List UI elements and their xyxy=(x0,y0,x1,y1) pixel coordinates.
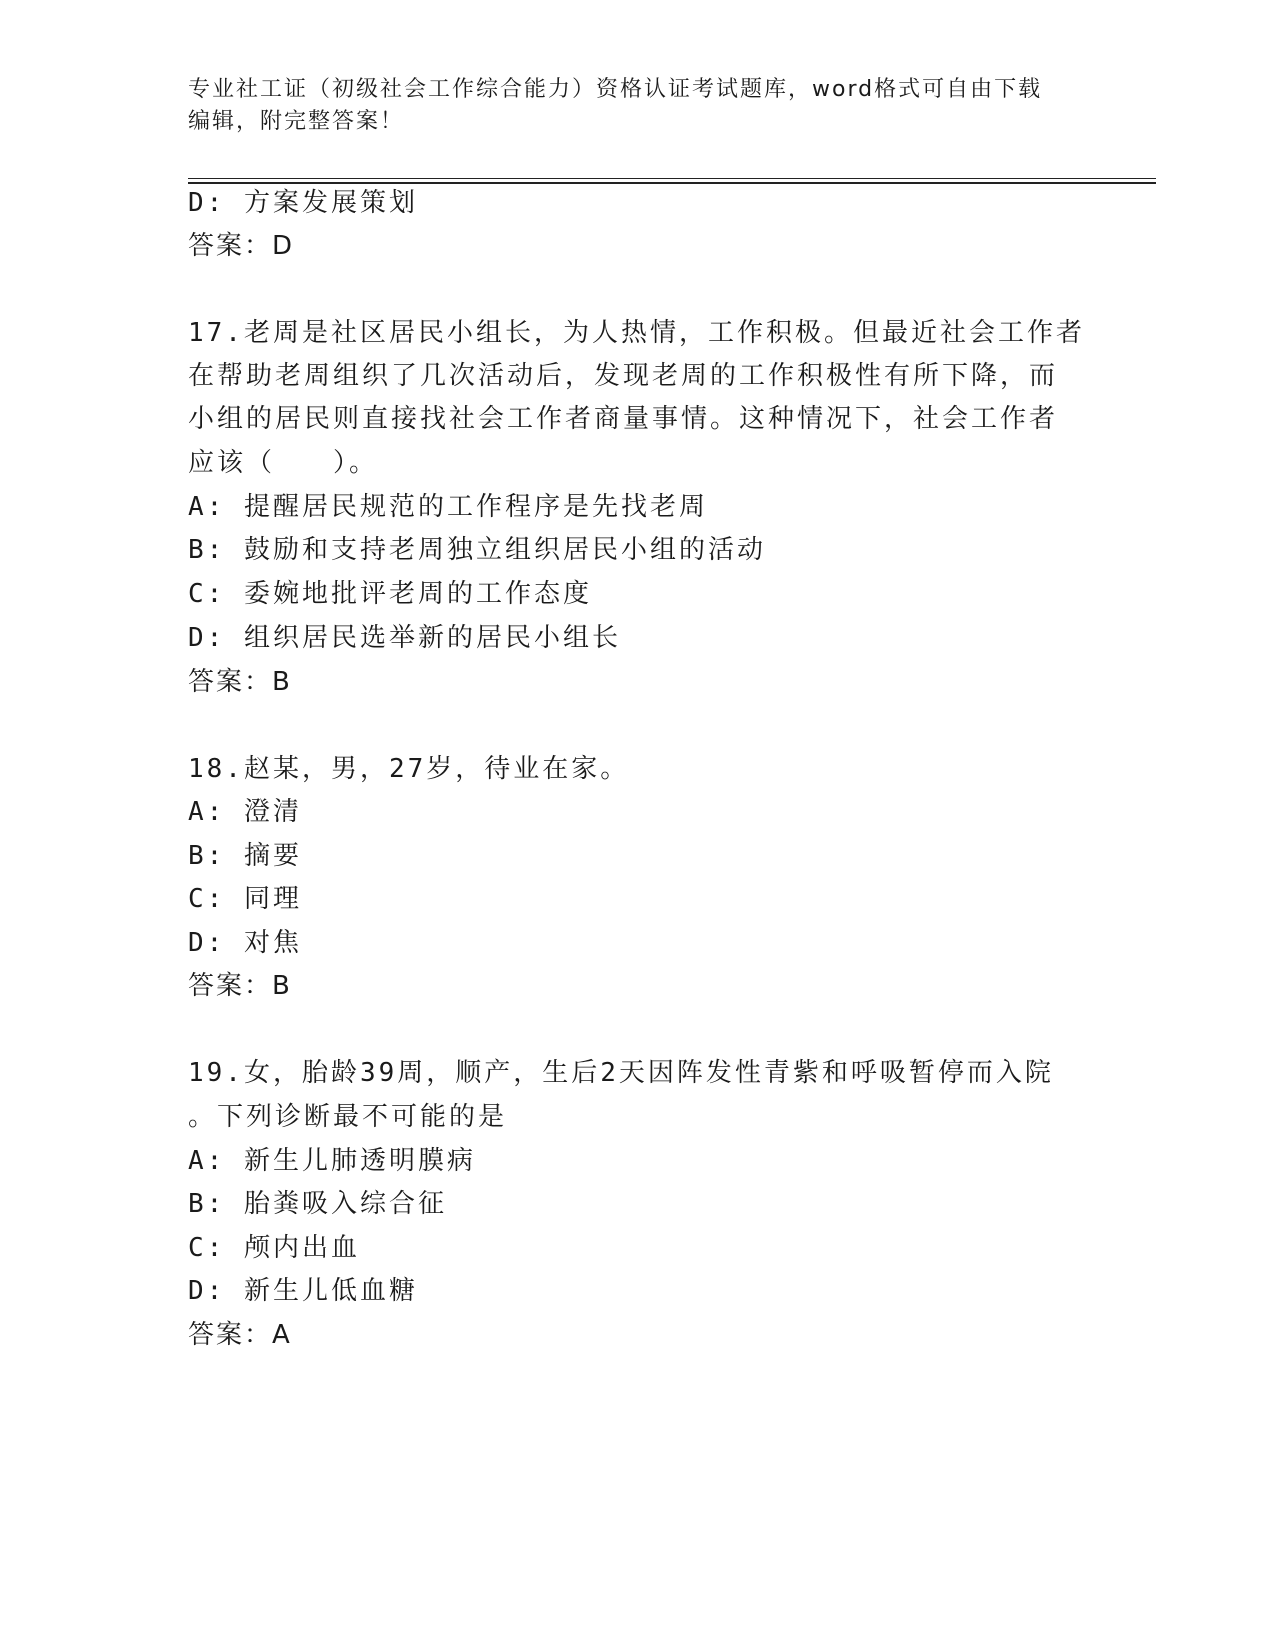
option-c: C: 委婉地批评老周的工作态度 xyxy=(188,579,592,609)
answer: 答案：A xyxy=(188,1320,292,1350)
option-b: B: 胎粪吸入综合征 xyxy=(188,1189,447,1219)
answer: 答案：B xyxy=(188,971,292,1001)
document-header xyxy=(188,74,1088,138)
option-b: B: 摘要 xyxy=(188,841,302,871)
question-text-line: 18.赵某，男，27岁，待业在家。 xyxy=(188,754,630,784)
option-a: A: 提醒居民规范的工作程序是先找老周 xyxy=(188,492,708,522)
header-line-2: 编辑，附完整答案！ xyxy=(188,109,405,134)
question-text-line: 在帮助老周组织了几次活动后，发现老周的工作积极性有所下降，而 xyxy=(188,361,1059,391)
option-a: A: 新生儿肺透明膜病 xyxy=(188,1146,476,1176)
option-c: C: 颅内出血 xyxy=(188,1233,360,1263)
question-text-line: 19.女，胎龄39周，顺产，生后2天因阵发性青紫和呼吸暂停而入院 xyxy=(188,1058,1054,1088)
option-c: C: 同理 xyxy=(188,884,302,914)
question-text-line: 17.老周是社区居民小组长，为人热情，工作积极。但最近社会工作者 xyxy=(188,318,1085,348)
prev-option-d: D: 方案发展策划 xyxy=(188,188,418,218)
option-a: A: 澄清 xyxy=(188,797,302,827)
option-d: D: 组织居民选举新的居民小组长 xyxy=(188,623,621,653)
header-line-1: 专业社工证（初级社会工作综合能力）资格认证考试题库，word格式可自由下载 xyxy=(188,77,1043,102)
prev-answer: 答案：D xyxy=(188,231,295,261)
question-text-line: 。下列诊断最不可能的是 xyxy=(188,1102,508,1132)
question-text-line: 小组的居民则直接找社会工作者商量事情。这种情况下，社会工作者 xyxy=(188,404,1059,434)
question-text-line: 应该（ ）。 xyxy=(188,448,379,478)
answer: 答案：B xyxy=(188,667,292,697)
header-divider-thin xyxy=(188,178,1156,179)
option-b: B: 鼓励和支持老周独立组织居民小组的活动 xyxy=(188,535,766,565)
option-d: D: 新生儿低血糖 xyxy=(188,1276,418,1306)
option-d: D: 对焦 xyxy=(188,928,302,958)
